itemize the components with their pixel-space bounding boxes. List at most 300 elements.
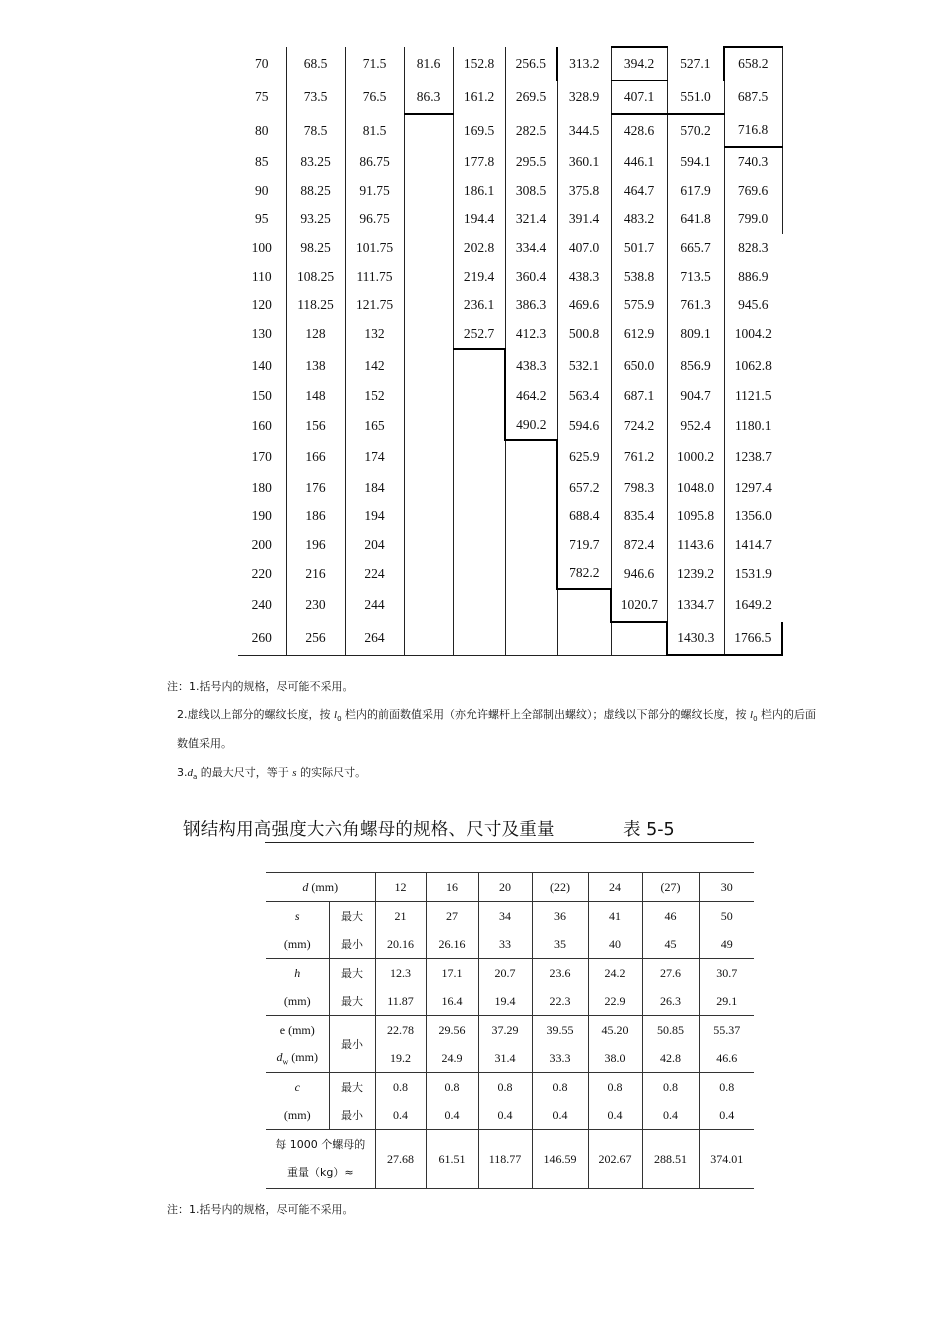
value-cell: 55.37 [699,1016,754,1045]
note-2-cont: 数值采用。 [177,737,232,750]
value-cell: 0.4 [699,1101,754,1130]
value-cell: 1356.0 [724,502,782,531]
header-d-label: d (mm) [266,873,375,902]
h-label: h [266,959,329,988]
length-cell: 190 [251,508,272,524]
value-cell: 33.3 [532,1044,588,1073]
value-cell: 1004.2 [724,320,782,350]
value-cell: 0.8 [426,1073,478,1102]
s-min-row [266,930,754,959]
value-cell: 42.8 [642,1044,699,1073]
table-row [238,47,782,81]
value-cell: 152.8 [453,47,505,81]
value-cell: 46 [642,902,699,931]
value-cell: 184 [345,473,404,502]
value-cell: 88.25 [286,177,345,206]
value-cell: 0.8 [699,1073,754,1102]
size-cell: (22) [532,873,588,902]
value-cell: 1414.7 [724,531,782,560]
value-cell: 532.1 [557,349,611,382]
value-cell: 20.16 [375,930,426,959]
weight-row [266,1130,754,1189]
note-2: 2.虚线以上部分的螺纹长度，按 $l_0$ 栏内的前面数值采用（亦允许螺杆上全部制出螺纹）；虚线以下部分的螺纹长度，按 $l_0$ 栏内的后面 [177,708,817,724]
value-cell [404,114,453,147]
nut-table-title: 钢结构用高强度大六角螺母的规格、尺寸及重量 [183,820,555,840]
value-cell [404,291,453,320]
value-cell: 202.8 [453,234,505,263]
value-cell: 386.3 [505,291,557,320]
value-cell: 71.5 [345,47,404,81]
value-cell: 798.3 [611,473,667,502]
length-cell: 130 [251,326,272,342]
value-cell: 835.4 [611,502,667,531]
value-cell: 27.68 [375,1130,426,1189]
value-cell: 665.7 [667,234,724,263]
value-cell: 76.5 [345,81,404,115]
value-cell: 1297.4 [724,473,782,502]
value-cell: 194 [345,502,404,531]
value-cell: 1430.3 [667,622,724,656]
value-cell: 687.5 [724,81,782,115]
value-cell: 93.25 [286,205,345,234]
value-cell: 37.29 [478,1016,532,1045]
value-cell: 446.1 [611,147,667,177]
value-cell: 945.6 [724,291,782,320]
table-number: 表 5-5 [623,820,675,840]
value-cell: 50 [699,902,754,931]
c-min-row [266,1101,754,1130]
note-nut-1: 注：1.括号内的规格，尽可能不采用。 [167,1203,354,1216]
value-cell: 1020.7 [611,589,667,622]
value-cell: 45.20 [588,1016,642,1045]
value-cell [453,473,505,502]
value-cell: 22.78 [375,1016,426,1045]
value-cell: 1238.7 [724,440,782,473]
value-cell: 490.2 [505,411,557,441]
value-cell [453,411,505,441]
table-row [238,382,782,411]
unit-label: (mm) [283,936,311,951]
value-cell: 40 [588,930,642,959]
value-cell: 24.9 [426,1044,478,1073]
value-cell [453,382,505,411]
value-cell: 101.75 [345,234,404,263]
bolt-length-weight-table [238,46,783,656]
value-cell: 828.3 [724,234,782,263]
value-cell [453,559,505,589]
length-cell: 70 [255,55,269,71]
value-cell [505,473,557,502]
value-cell: 121.75 [345,291,404,320]
length-cell: 220 [251,565,272,581]
value-cell: 169.5 [453,114,505,147]
value-cell: 657.2 [557,473,611,502]
length-cell: 110 [251,268,272,284]
table-row [238,473,782,502]
length-cell: 90 [255,182,269,198]
value-cell: 20.7 [478,959,532,988]
value-cell: 96.75 [345,205,404,234]
max-label: 最大 [329,987,375,1016]
value-cell: 761.2 [611,440,667,473]
value-cell: 500.8 [557,320,611,350]
value-cell: 202.67 [588,1130,642,1189]
value-cell: 152 [345,382,404,411]
value-cell: 469.6 [557,291,611,320]
value-cell: 527.1 [667,47,724,81]
value-cell: 0.8 [642,1073,699,1102]
value-cell: 1143.6 [667,531,724,560]
value-cell [453,440,505,473]
s-max-row [266,902,754,931]
note-1: 注：1.括号内的规格，尽可能不采用。 [167,680,354,693]
value-cell: 146.59 [532,1130,588,1189]
length-cell: 100 [251,240,272,256]
value-cell: 174 [345,440,404,473]
value-cell: 219.4 [453,262,505,291]
value-cell: 19.2 [375,1044,426,1073]
value-cell: 1048.0 [667,473,724,502]
min-label: 最小 [329,1101,375,1130]
value-cell: 1062.8 [724,349,782,382]
value-cell [404,559,453,589]
value-cell: 16.4 [426,987,478,1016]
value-cell [505,502,557,531]
value-cell: 782.2 [557,559,611,589]
value-cell: 412.3 [505,320,557,350]
value-cell: 809.1 [667,320,724,350]
value-cell: 612.9 [611,320,667,350]
min-label: 最小 [329,930,375,959]
value-cell: 224 [345,559,404,589]
value-cell: 438.3 [557,262,611,291]
length-cell: 140 [251,357,272,373]
value-cell: 33 [478,930,532,959]
value-cell: 264 [345,622,404,656]
weight-label: 每 1000 个螺母的 重量（kg）≈ [266,1130,375,1189]
size-cell: 30 [699,873,754,902]
unit-label: (mm) [283,1107,311,1122]
value-cell: 1239.2 [667,559,724,589]
value-cell: 0.4 [642,1101,699,1130]
value-cell: 30.7 [699,959,754,988]
unit-label: (mm) [283,993,311,1008]
value-cell: 38.0 [588,1044,642,1073]
value-cell: 23.6 [532,959,588,988]
value-cell: 740.3 [724,147,782,177]
value-cell: 86.75 [345,147,404,177]
value-cell: 687.1 [611,382,667,411]
value-cell: 856.9 [667,349,724,382]
value-cell: 641.8 [667,205,724,234]
value-cell: 625.9 [557,440,611,473]
value-cell: 176 [286,473,345,502]
value-cell: 538.8 [611,262,667,291]
value-cell: 41 [588,902,642,931]
value-cell: 394.2 [611,47,667,81]
value-cell: 177.8 [453,147,505,177]
value-cell: 11.87 [375,987,426,1016]
value-cell: 165 [345,411,404,441]
value-cell [404,622,453,656]
value-cell: 658.2 [724,47,782,81]
value-cell: 769.6 [724,177,782,206]
value-cell: 31.4 [478,1044,532,1073]
min-label: 最小 [329,1016,375,1073]
value-cell [557,622,611,656]
value-cell: 374.01 [699,1130,754,1189]
value-cell: 0.8 [478,1073,532,1102]
value-cell: 81.5 [345,114,404,147]
value-cell: 256.5 [505,47,557,81]
length-cell: 260 [238,622,286,656]
value-cell: 1095.8 [667,502,724,531]
value-cell: 73.5 [286,81,345,115]
value-cell [505,440,557,473]
value-cell: 148 [286,382,345,411]
value-cell: 360.1 [557,147,611,177]
table-row [238,320,782,350]
value-cell: 1649.2 [724,589,782,622]
value-cell: 24.2 [588,959,642,988]
value-cell: 132 [345,320,404,350]
value-cell: 29.56 [426,1016,478,1045]
value-cell: 256 [286,622,345,656]
value-cell: 166 [286,440,345,473]
value-cell: 563.4 [557,382,611,411]
value-cell: 438.3 [505,349,557,382]
value-cell: 551.0 [667,81,724,115]
value-cell: 34 [478,902,532,931]
value-cell: 252.7 [453,320,505,350]
value-cell [505,531,557,560]
note-3: $3.d_a$ 的最大尺寸，等于 s 的实际尺寸。 [177,766,367,782]
value-cell: 244 [345,589,404,622]
value-cell: 0.4 [532,1101,588,1130]
value-cell [557,589,611,622]
value-cell [453,622,505,656]
table-row [238,114,782,147]
value-cell [453,349,505,382]
value-cell: 0.8 [375,1073,426,1102]
value-cell [404,411,453,441]
length-cell: 160 [251,417,272,433]
value-cell [404,349,453,382]
value-cell [404,320,453,350]
length-cell: 200 [251,536,272,552]
value-cell: 204 [345,531,404,560]
value-cell: 118.77 [478,1130,532,1189]
value-cell: 22.9 [588,987,642,1016]
header-row [266,873,754,902]
value-cell: 68.5 [286,47,345,81]
value-cell: 344.5 [557,114,611,147]
value-cell: 0.4 [375,1101,426,1130]
value-cell: 407.0 [557,234,611,263]
h-second-row [266,987,754,1016]
value-cell: 321.4 [505,205,557,234]
title-rule [265,842,754,843]
value-cell: 194.4 [453,205,505,234]
table-row [238,349,782,382]
value-cell: 0.4 [426,1101,478,1130]
size-cell: 12 [375,873,426,902]
value-cell: 49 [699,930,754,959]
value-cell: 799.0 [724,205,782,234]
value-cell: 108.25 [286,262,345,291]
value-cell [505,622,557,656]
value-cell: 236.1 [453,291,505,320]
e-min-row [266,1016,754,1045]
value-cell: 186.1 [453,177,505,206]
h-max-row [266,959,754,988]
value-cell: 78.5 [286,114,345,147]
size-cell: 16 [426,873,478,902]
value-cell: 22.3 [532,987,588,1016]
value-cell: 407.1 [611,81,667,115]
value-cell: 142 [345,349,404,382]
table-row [238,81,782,115]
length-cell: 80 [255,122,269,138]
value-cell: 650.0 [611,349,667,382]
value-cell: 719.7 [557,531,611,560]
value-cell: 186 [286,502,345,531]
value-cell [453,502,505,531]
length-cell: 170 [251,448,272,464]
value-cell: 464.7 [611,177,667,206]
table-row [238,205,782,234]
value-cell: 98.25 [286,234,345,263]
value-cell: 391.4 [557,205,611,234]
value-cell: 1531.9 [724,559,782,589]
value-cell: 12.3 [375,959,426,988]
value-cell: 19.4 [478,987,532,1016]
value-cell [404,531,453,560]
value-cell: 269.5 [505,81,557,115]
value-cell: 17.1 [426,959,478,988]
value-cell: 688.4 [557,502,611,531]
value-cell: 0.8 [588,1073,642,1102]
value-cell [404,502,453,531]
max-label: 最大 [329,1073,375,1102]
table-row [238,411,782,441]
value-cell: 156 [286,411,345,441]
value-cell: 375.8 [557,177,611,206]
value-cell: 483.2 [611,205,667,234]
value-cell: 761.3 [667,291,724,320]
value-cell [404,177,453,206]
length-cell: 75 [255,89,269,105]
value-cell [404,205,453,234]
value-cell: 0.4 [478,1101,532,1130]
value-cell: 360.4 [505,262,557,291]
value-cell: 872.4 [611,531,667,560]
value-cell: 50.85 [642,1016,699,1045]
value-cell: 501.7 [611,234,667,263]
table-row [238,531,782,560]
value-cell: 886.9 [724,262,782,291]
value-cell [453,531,505,560]
value-cell: 118.25 [286,291,345,320]
value-cell: 282.5 [505,114,557,147]
value-cell: 1180.1 [724,411,782,441]
value-cell: 196 [286,531,345,560]
value-cell [611,622,667,656]
value-cell: 617.9 [667,177,724,206]
value-cell: 35 [532,930,588,959]
size-cell: 20 [478,873,532,902]
value-cell: 724.2 [611,411,667,441]
value-cell [404,234,453,263]
length-cell: 150 [251,388,272,404]
value-cell: 29.1 [699,987,754,1016]
value-cell [505,589,557,622]
value-cell: 128 [286,320,345,350]
table-row [238,262,782,291]
value-cell: 575.9 [611,291,667,320]
value-cell: 81.6 [404,47,453,81]
value-cell [404,382,453,411]
value-cell [404,589,453,622]
value-cell: 138 [286,349,345,382]
value-cell: 570.2 [667,114,724,147]
value-cell: 308.5 [505,177,557,206]
length-cell: 180 [251,479,272,495]
c-max-row [266,1073,754,1102]
e-label: e (mm) [266,1016,329,1045]
value-cell: 1000.2 [667,440,724,473]
nut-spec-table [266,872,754,1189]
max-label: 最大 [329,959,375,988]
value-cell [404,147,453,177]
value-cell: 39.55 [532,1016,588,1045]
value-cell: 86.3 [404,81,453,115]
value-cell: 1121.5 [724,382,782,411]
value-cell: 26.3 [642,987,699,1016]
value-cell: 61.51 [426,1130,478,1189]
value-cell: 111.75 [345,262,404,291]
value-cell: 45 [642,930,699,959]
value-cell: 713.5 [667,262,724,291]
value-cell: 716.8 [724,114,782,147]
value-cell: 428.6 [611,114,667,147]
value-cell: 26.16 [426,930,478,959]
value-cell [404,262,453,291]
value-cell: 313.2 [557,47,611,81]
value-cell: 27.6 [642,959,699,988]
table-row [238,440,782,473]
table-row [238,147,782,177]
size-cell: 24 [588,873,642,902]
value-cell: 1334.7 [667,589,724,622]
value-cell: 21 [375,902,426,931]
value-cell [404,473,453,502]
value-cell: 288.51 [642,1130,699,1189]
value-cell [453,589,505,622]
value-cell: 946.6 [611,559,667,589]
c-label: c [266,1073,329,1102]
value-cell: 328.9 [557,81,611,115]
value-cell: 46.6 [699,1044,754,1073]
value-cell: 0.4 [588,1101,642,1130]
length-cell: 95 [255,211,269,227]
table-row [238,559,782,589]
table-row [238,589,782,622]
value-cell: 334.4 [505,234,557,263]
value-cell: 464.2 [505,382,557,411]
value-cell: 161.2 [453,81,505,115]
length-cell: 240 [251,597,272,613]
